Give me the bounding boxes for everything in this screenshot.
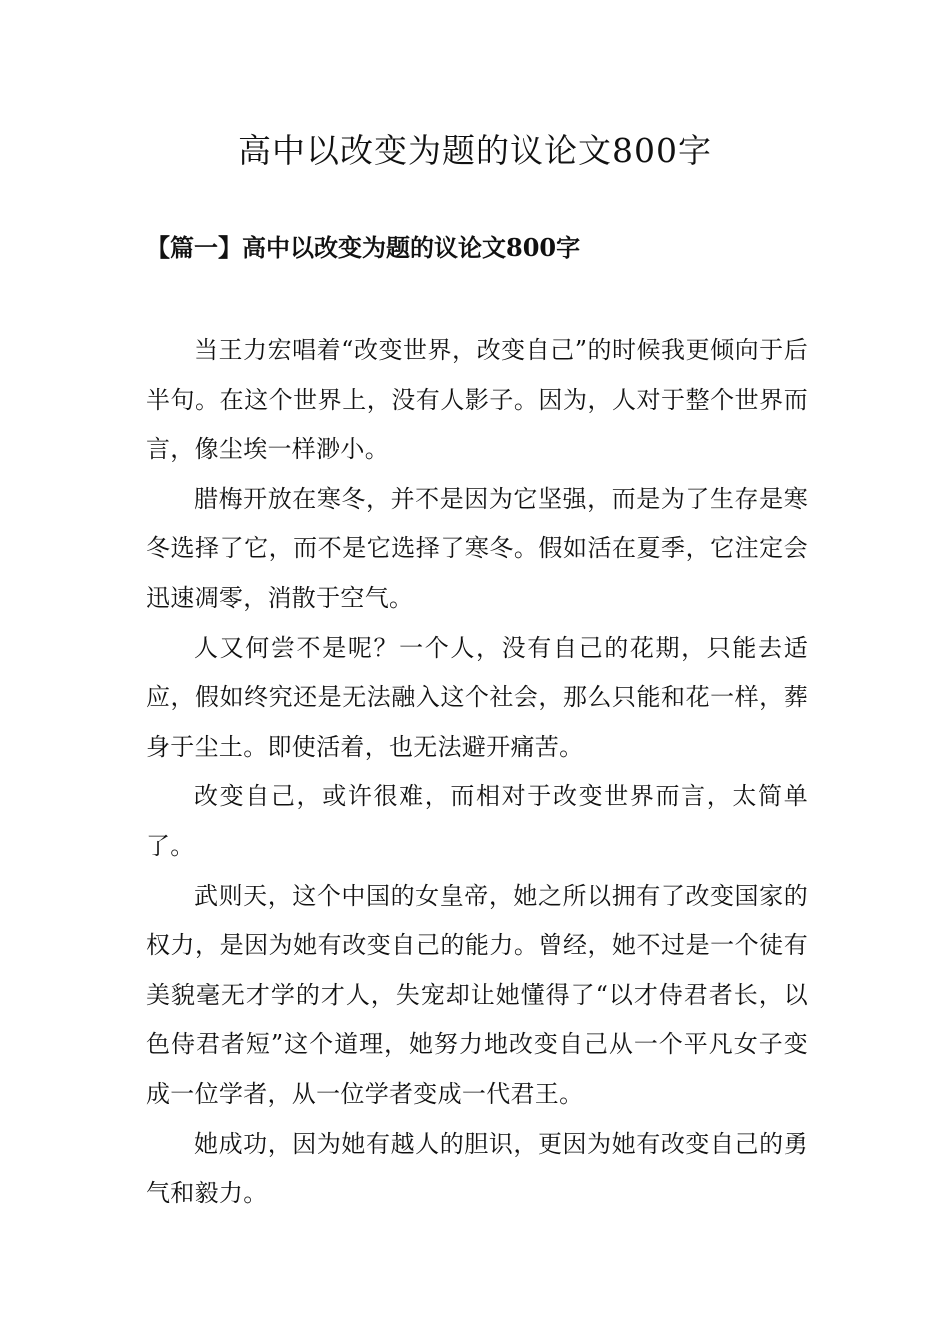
paragraph: 腊梅开放在寒冬，并不是因为它坚强，而是为了生存是寒冬选择了它，而不是它选择了寒冬。假如活在夏季，它注定会迅速凋零，消散于空气。: [146, 484, 808, 612]
document-body: [146, 326, 808, 1219]
section-heading: 【篇一】高中以改变为题的议论文800字: [146, 233, 581, 262]
document-title: 高中以改变为题的议论文800字: [238, 131, 712, 170]
paragraph: 当王力宏唱着“改变世界，改变自己”的时候我更倾向于后半句。在这个世界上，没有人影子。因为，人对于整个世界而言，像尘埃一样渺小。: [146, 336, 808, 464]
paragraph: 改变自己，或许很难，而相对于改变世界而言，太简单了。: [146, 782, 808, 860]
paragraph: 人又何尝不是呢？一个人，没有自己的花期，只能去适应，假如终究还是无法融入这个社会，那么只能和花一样，葬身于尘土。即使活着，也无法避开痛苦。: [146, 633, 808, 761]
paragraph: 武则天，这个中国的女皇帝，她之所以拥有了改变国家的权力，是因为她有改变自己的能力。曾经，她不过是一个徒有美貌毫无才学的才人，失宠却让她懂得了“以才侍君者长，以色侍君者短”这个道理，她努力地改变自己从一个平凡女子变成一位学者，从一位学者变成一代君王。: [146, 881, 808, 1108]
paragraph: 她成功，因为她有越人的胆识，更因为她有改变自己的勇气和毅力。: [146, 1129, 808, 1208]
